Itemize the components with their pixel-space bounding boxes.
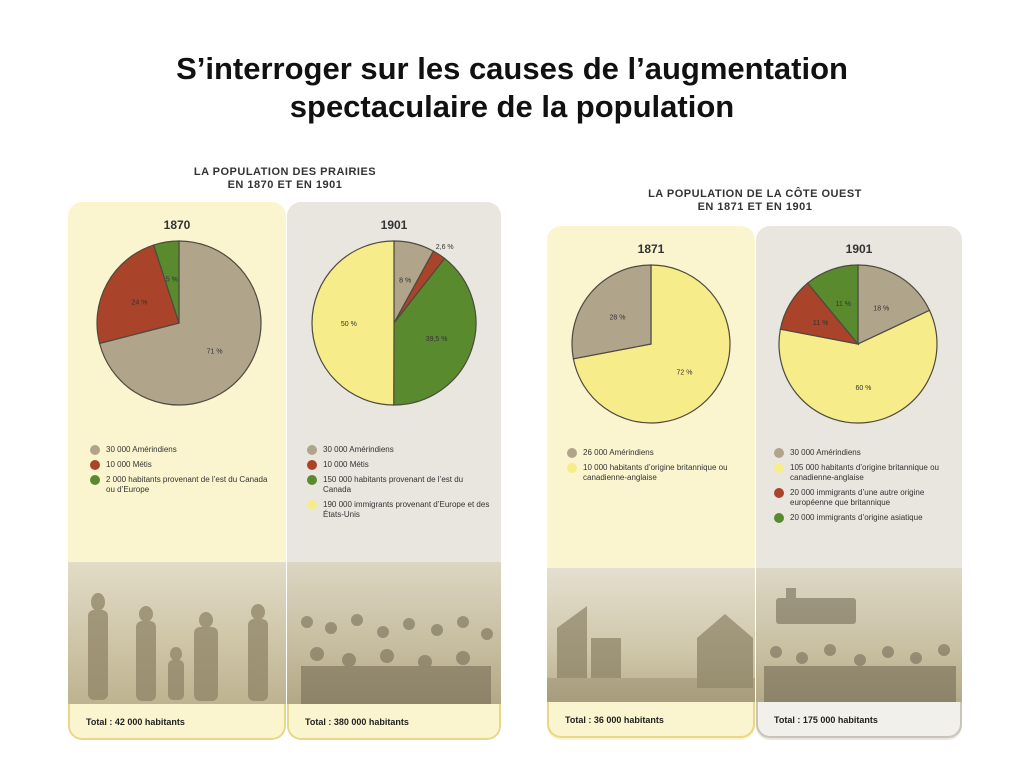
legend-item bbox=[90, 445, 275, 455]
chart-legend bbox=[307, 445, 492, 525]
cote-ouest-title-line2: EN 1871 ET EN 1901 bbox=[697, 201, 813, 213]
legend-item bbox=[307, 460, 492, 470]
pie-chart bbox=[94, 238, 264, 408]
chart-year: 1901 bbox=[845, 242, 873, 256]
pie-slice bbox=[572, 265, 651, 359]
legend-item bbox=[774, 488, 954, 508]
chart-year: 1870 bbox=[163, 218, 191, 232]
legend-swatch bbox=[307, 445, 317, 455]
cote-ouest-title-line1: LA POPULATION DE LA CÔTE OUEST bbox=[648, 188, 862, 200]
chart-legend bbox=[567, 448, 747, 488]
legend-text: 10 000 Métis bbox=[106, 460, 152, 469]
legend-text: 190 000 immigrants provenant d’Europe et des États-Unis bbox=[323, 500, 490, 519]
legend-swatch bbox=[774, 488, 784, 498]
legend-text: 20 000 immigrants d’origine asiatique bbox=[790, 513, 923, 522]
panel-cote-ouest-1901 bbox=[756, 226, 962, 740]
slice-label: 50 % bbox=[340, 320, 357, 328]
legend-text: 10 000 habitants d’origine britannique ou canadienne-anglaise bbox=[583, 463, 728, 482]
legend-swatch bbox=[774, 513, 784, 523]
legend-text: 30 000 Amérindiens bbox=[790, 448, 861, 457]
legend-swatch bbox=[567, 448, 577, 458]
slice-label: 39,5 % bbox=[425, 335, 448, 343]
historical-photo bbox=[756, 568, 962, 702]
historical-photo bbox=[547, 568, 755, 702]
legend-item bbox=[307, 445, 492, 455]
legend-item bbox=[307, 475, 492, 495]
chart-legend bbox=[90, 445, 275, 500]
legend-item bbox=[774, 513, 954, 523]
legend-item bbox=[774, 448, 954, 458]
legend-item bbox=[90, 475, 275, 495]
legend-swatch bbox=[774, 463, 784, 473]
pie-chart bbox=[776, 262, 940, 426]
legend-swatch bbox=[90, 475, 100, 485]
legend-swatch bbox=[90, 445, 100, 455]
legend-text: 2 000 habitants provenant de l’est du Canada ou d’Europe bbox=[106, 475, 268, 494]
legend-swatch bbox=[774, 448, 784, 458]
prairies-title-line1: LA POPULATION DES PRAIRIES bbox=[193, 166, 377, 178]
historical-photo bbox=[287, 562, 501, 704]
pie-chart bbox=[569, 262, 733, 426]
panel-prairies-1901 bbox=[287, 202, 501, 740]
total-population: Total : 36 000 habitants bbox=[547, 702, 755, 738]
cote-ouest-group-title bbox=[610, 188, 900, 214]
slice-label: 28 % bbox=[609, 314, 626, 322]
legend-swatch bbox=[307, 475, 317, 485]
total-population: Total : 380 000 habitants bbox=[287, 704, 501, 740]
legend-item bbox=[90, 460, 275, 470]
pie-chart bbox=[309, 238, 479, 408]
legend-swatch bbox=[567, 463, 577, 473]
panel-prairies-1870 bbox=[68, 202, 286, 740]
legend-item bbox=[774, 463, 954, 483]
slice-label: 5 % bbox=[165, 276, 178, 284]
legend-text: 30 000 Amérindiens bbox=[106, 445, 177, 454]
legend-item bbox=[567, 463, 747, 483]
legend-swatch bbox=[307, 460, 317, 470]
slice-label: 11 % bbox=[812, 319, 829, 327]
slice-label: 11 % bbox=[835, 301, 852, 309]
legend-text: 150 000 habitants provenant de l’est du Canada bbox=[323, 475, 464, 494]
legend-text: 10 000 Métis bbox=[323, 460, 369, 469]
slice-label: 60 % bbox=[855, 385, 872, 393]
legend-text: 30 000 Amérindiens bbox=[323, 445, 394, 454]
legend-text: 20 000 immigrants d’une autre origine européenne que britannique bbox=[790, 488, 925, 507]
legend-swatch bbox=[90, 460, 100, 470]
legend-swatch bbox=[307, 500, 317, 510]
slice-label: 8 % bbox=[399, 277, 412, 285]
slide-title-line1: S’interroger sur les causes de l’augmentation bbox=[176, 51, 848, 86]
total-population: Total : 42 000 habitants bbox=[68, 704, 286, 740]
prairies-title-line2: EN 1870 ET EN 1901 bbox=[227, 179, 343, 191]
slice-label: 71 % bbox=[206, 348, 223, 356]
slice-label: 24 % bbox=[131, 299, 148, 307]
legend-item bbox=[567, 448, 747, 458]
legend-item bbox=[307, 500, 492, 520]
slice-label: 2,6 % bbox=[435, 244, 454, 252]
legend-text: 105 000 habitants d’origine britannique ou canadienne-anglaise bbox=[790, 463, 940, 482]
chart-year: 1901 bbox=[380, 218, 408, 232]
slide-title-line2: spectaculaire de la population bbox=[289, 89, 735, 124]
historical-photo bbox=[68, 562, 286, 704]
total-population: Total : 175 000 habitants bbox=[756, 702, 962, 738]
panel-cote-ouest-1871 bbox=[547, 226, 755, 740]
legend-text: 26 000 Amérindiens bbox=[583, 448, 654, 457]
slide-title bbox=[0, 50, 1024, 126]
slice-label: 18 % bbox=[873, 305, 890, 313]
slice-label: 72 % bbox=[676, 369, 693, 377]
chart-year: 1871 bbox=[637, 242, 665, 256]
prairies-group-title bbox=[150, 166, 420, 192]
chart-legend bbox=[774, 448, 954, 528]
